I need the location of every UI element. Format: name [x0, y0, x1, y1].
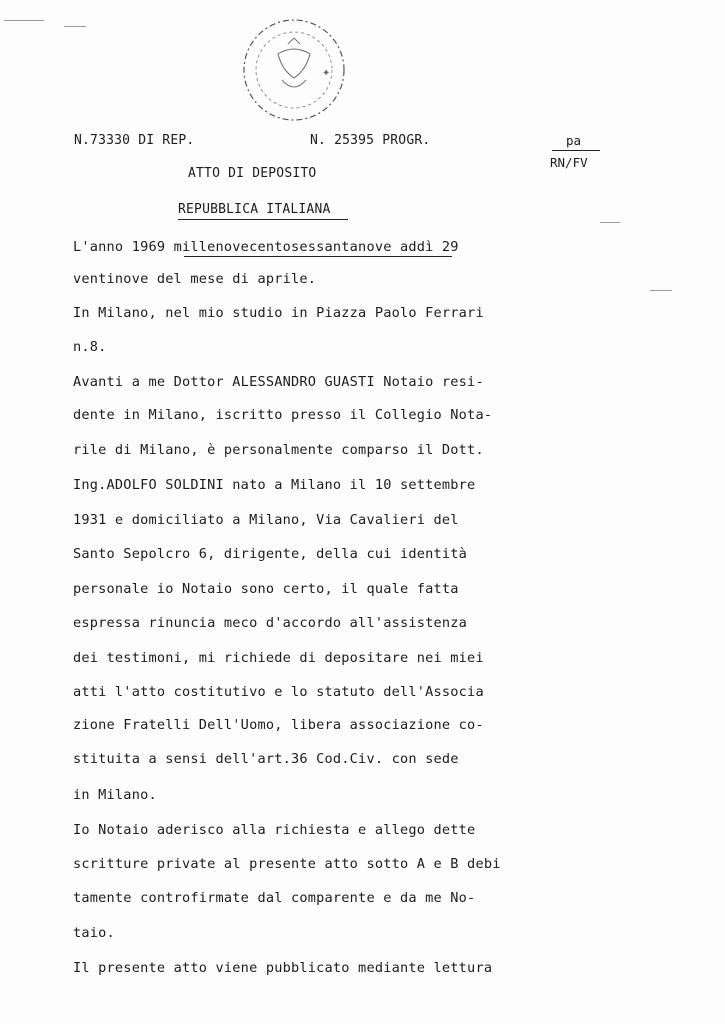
svg-text:✦: ✦	[322, 68, 331, 79]
body-line: dente in Milano, iscritto presso il Collegio Nota-	[73, 407, 493, 423]
republic-underline	[178, 219, 348, 220]
body-line: in Milano.	[73, 787, 157, 803]
body-line: scritture private al presente atto sotto A e B debi	[73, 856, 501, 872]
body-line: Ing.ADOLFO SOLDINI nato a Milano il 10 settembre	[73, 477, 476, 493]
scan-mark	[600, 222, 620, 223]
scan-mark	[64, 26, 86, 27]
body-line: In Milano, nel mio studio in Piazza Paolo Ferrari	[73, 305, 484, 321]
body-line: ventinove del mese di aprile.	[73, 271, 317, 287]
margin-note-top: pa	[566, 133, 582, 148]
body-line: espressa rinuncia meco d'accordo all'assistenza	[73, 615, 468, 631]
text-underline	[184, 256, 452, 257]
body-line: Io Notaio aderisco alla richiesta e allego dette	[73, 822, 476, 838]
republic-heading: REPUBBLICA ITALIANA	[178, 202, 331, 217]
body-line: personale io Notaio sono certo, il quale fatta	[73, 581, 459, 597]
margin-note-bottom: RN/FV	[550, 155, 588, 170]
repertory-number: N.73330 DI REP.	[74, 133, 195, 148]
body-line: Il presente atto viene pubblicato mediante lettura	[73, 960, 493, 976]
deed-title: ATTO DI DEPOSITO	[188, 166, 317, 181]
body-line: dei testimoni, mi richiede di depositare nei miei	[73, 650, 484, 666]
body-line: tamente controfirmate dal comparente e da me No-	[73, 890, 476, 906]
body-line: rile di Milano, è personalmente comparso il Dott.	[73, 442, 484, 458]
body-line: L'anno 1969 millenovecentosessantanove addì 29	[73, 239, 459, 255]
scan-mark	[650, 290, 672, 291]
progressive-number: N. 25395 PROGR.	[310, 133, 431, 148]
notary-seal-icon	[238, 14, 350, 126]
body-line: zione Fratelli Dell'Uomo, libera associazione co-	[73, 717, 484, 733]
scan-mark	[4, 20, 44, 21]
body-line: 1931 e domiciliato a Milano, Via Cavalieri del	[73, 512, 459, 528]
body-line: n.8.	[73, 339, 107, 355]
body-line: Avanti a me Dottor ALESSANDRO GUASTI Notaio resi-	[73, 374, 484, 390]
body-line: stituita a sensi dell'art.36 Cod.Civ. con sede	[73, 751, 459, 767]
margin-note-rule	[552, 150, 600, 151]
body-line: Santo Sepolcro 6, dirigente, della cui identità	[73, 546, 468, 562]
body-line: atti l'atto costitutivo e lo statuto dell'Associa	[73, 684, 484, 700]
body-line: taio.	[73, 925, 115, 941]
